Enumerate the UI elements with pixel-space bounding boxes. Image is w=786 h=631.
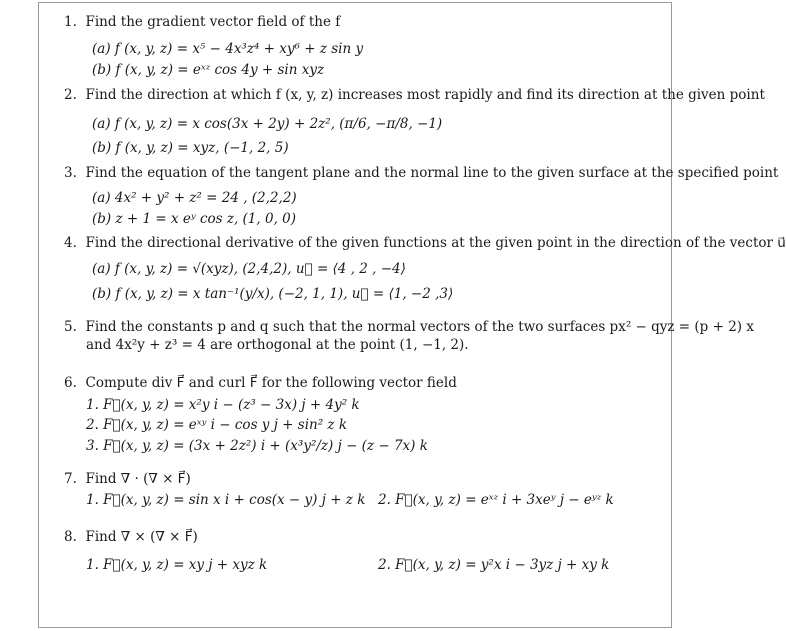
problem-6-3: 3. F⃗(x, y, z) = (3x + 2z²) i + (x³y²/z) j − (z − 7x) k bbox=[86, 438, 428, 454]
problem-6-heading: 6. Compute div F⃗ and curl F⃗ for the following vector field bbox=[64, 375, 457, 391]
problem-8-1: 1. F⃗(x, y, z) = xy j + xyz k bbox=[86, 557, 268, 573]
problem-7-heading: 7. Find ∇ · (∇ × F⃗) bbox=[64, 471, 191, 487]
problem-1-heading: 1. Find the gradient vector field of the f bbox=[64, 14, 341, 30]
problem-4b: (b) f (x, y, z) = x tan⁻¹(y/x), (−2, 1, 1), u⃗ = ⟨1, −2 ,3⟩ bbox=[92, 286, 454, 302]
problem-6-1: 1. F⃗(x, y, z) = x²y i − (z³ − 3x) j + 4y² k bbox=[86, 397, 360, 413]
problem-5-heading: 5. Find the constants p and q such that the normal vectors of the two surfaces px² − qyz = (p + 2) x bbox=[64, 319, 754, 335]
problem-4a: (a) f (x, y, z) = √(xyz), (2,4,2), u⃗ = ⟨4 , 2 , −4⟩ bbox=[92, 261, 406, 277]
problem-5-continuation: and 4x²y + z³ = 4 are orthogonal at the point (1, −1, 2). bbox=[86, 337, 469, 353]
problem-7-2: 2. F⃗(x, y, z) = eˣᶻ i + 3xeʸ j − eʸᶻ k bbox=[378, 492, 614, 508]
problem-7-1: 1. F⃗(x, y, z) = sin x i + cos(x − y) j + z k bbox=[86, 492, 366, 508]
problem-3b: (b) z + 1 = x eʸ cos z, (1, 0, 0) bbox=[92, 211, 297, 227]
problem-2-heading: 2. Find the direction at which f (x, y, z) increases most rapidly and find its direction at the given point bbox=[64, 87, 765, 103]
problem-3-heading: 3. Find the equation of the tangent plane and the normal line to the given surface at the specified point bbox=[64, 165, 779, 181]
problem-1b: (b) f (x, y, z) = eˣᶻ cos 4y + sin xyz bbox=[92, 62, 325, 78]
problem-2b: (b) f (x, y, z) = xyz, (−1, 2, 5) bbox=[92, 140, 289, 156]
problem-4-heading: 4. Find the directional derivative of the given functions at the given point in the direction of the vector u⃗ bbox=[64, 235, 786, 251]
problem-3a: (a) 4x² + y² + z² = 24 , (2,2,2) bbox=[92, 190, 297, 206]
problem-1a: (a) f (x, y, z) = x⁵ − 4x³z⁴ + xy⁶ + z sin y bbox=[92, 41, 364, 57]
problem-8-2: 2. F⃗(x, y, z) = y²x i − 3yz j + xy k bbox=[378, 557, 610, 573]
problem-8-heading: 8. Find ∇ × (∇ × F⃗) bbox=[64, 529, 198, 545]
problem-2a: (a) f (x, y, z) = x cos(3x + 2y) + 2z², (π/6, −π/8, −1) bbox=[92, 116, 443, 132]
problem-6-2: 2. F⃗(x, y, z) = eˣʸ i − cos y j + sin² z k bbox=[86, 417, 348, 433]
